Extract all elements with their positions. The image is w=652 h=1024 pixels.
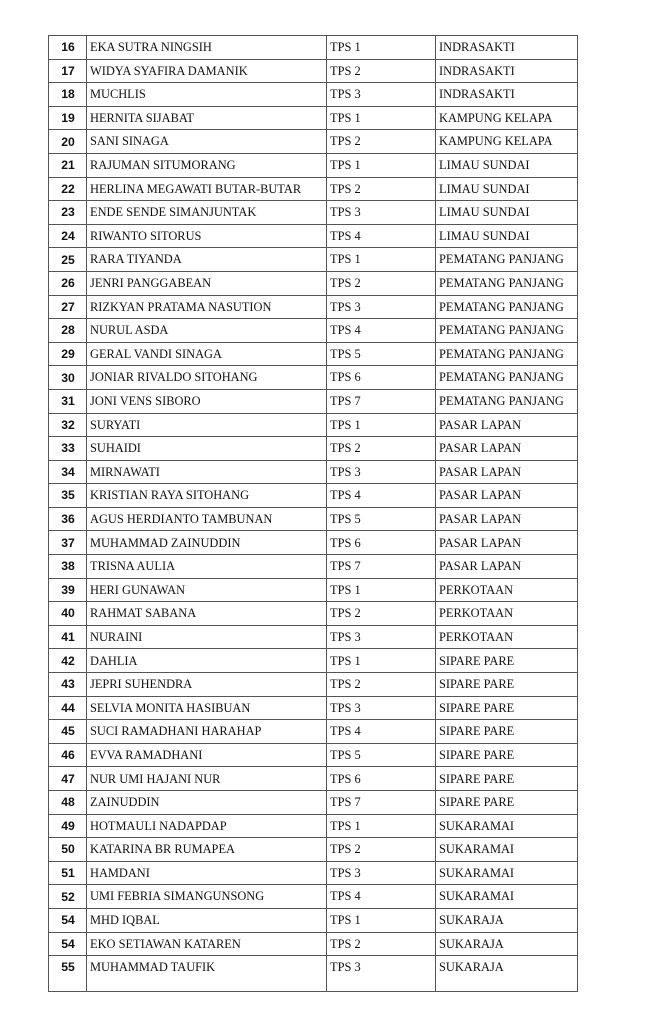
- row-number: 45: [49, 720, 87, 744]
- polling-station: TPS 1: [327, 36, 436, 60]
- officer-name: SURYATI: [87, 413, 327, 437]
- table-row: [49, 814, 578, 838]
- village-name: PASAR LAPAN: [436, 507, 578, 531]
- table-row: [49, 602, 578, 626]
- row-number: 17: [49, 59, 87, 83]
- officer-name: ZAINUDDIN: [87, 791, 327, 815]
- officer-name: NURUL ASDA: [87, 319, 327, 343]
- village-name: PEMATANG PANJANG: [436, 271, 578, 295]
- polling-station: TPS 2: [327, 602, 436, 626]
- row-number: 18: [49, 83, 87, 107]
- table-row: [49, 932, 578, 956]
- village-name: SUKARAMAI: [436, 838, 578, 862]
- village-name: SIPARE PARE: [436, 743, 578, 767]
- polling-station: TPS 5: [327, 342, 436, 366]
- polling-station: TPS 3: [327, 861, 436, 885]
- village-name: SUKARAJA: [436, 956, 578, 992]
- row-number: 43: [49, 673, 87, 697]
- table-row: [49, 366, 578, 390]
- village-name: SIPARE PARE: [436, 649, 578, 673]
- polling-station: TPS 1: [327, 106, 436, 130]
- row-number: 34: [49, 460, 87, 484]
- row-number: 55: [49, 956, 87, 992]
- table-row: [49, 673, 578, 697]
- row-number: 23: [49, 201, 87, 225]
- village-name: PEMATANG PANJANG: [436, 319, 578, 343]
- officer-table: [48, 35, 578, 992]
- officer-name: RARA TIYANDA: [87, 248, 327, 272]
- polling-station: TPS 1: [327, 413, 436, 437]
- table-row: [49, 177, 578, 201]
- polling-station: TPS 4: [327, 720, 436, 744]
- polling-station: TPS 2: [327, 932, 436, 956]
- polling-station: TPS 1: [327, 578, 436, 602]
- table-row: [49, 319, 578, 343]
- village-name: KAMPUNG KELAPA: [436, 106, 578, 130]
- polling-station: TPS 1: [327, 814, 436, 838]
- polling-station: TPS 6: [327, 531, 436, 555]
- village-name: LIMAU SUNDAI: [436, 224, 578, 248]
- village-name: LIMAU SUNDAI: [436, 153, 578, 177]
- table-row: [49, 36, 578, 60]
- village-name: PEMATANG PANJANG: [436, 342, 578, 366]
- table-row: [49, 743, 578, 767]
- table-row: [49, 885, 578, 909]
- polling-station: TPS 2: [327, 673, 436, 697]
- polling-station: TPS 4: [327, 885, 436, 909]
- polling-station: TPS 3: [327, 696, 436, 720]
- village-name: SUKARAJA: [436, 908, 578, 932]
- officer-name: SELVIA MONITA HASIBUAN: [87, 696, 327, 720]
- village-name: PEMATANG PANJANG: [436, 295, 578, 319]
- polling-station: TPS 3: [327, 625, 436, 649]
- polling-station: TPS 5: [327, 507, 436, 531]
- officer-name: KRISTIAN RAYA SITOHANG: [87, 484, 327, 508]
- row-number: 29: [49, 342, 87, 366]
- officer-name: EVVA RAMADHANI: [87, 743, 327, 767]
- polling-station: TPS 2: [327, 838, 436, 862]
- table-row: [49, 578, 578, 602]
- officer-name: UMI FEBRIA SIMANGUNSONG: [87, 885, 327, 909]
- village-name: SIPARE PARE: [436, 696, 578, 720]
- village-name: PASAR LAPAN: [436, 437, 578, 461]
- village-name: PEMATANG PANJANG: [436, 366, 578, 390]
- village-name: PERKOTAAN: [436, 625, 578, 649]
- village-name: PEMATANG PANJANG: [436, 248, 578, 272]
- village-name: PASAR LAPAN: [436, 555, 578, 579]
- officer-table-body: [49, 36, 578, 992]
- officer-name: RIWANTO SITORUS: [87, 224, 327, 248]
- table-row: [49, 555, 578, 579]
- row-number: 54: [49, 908, 87, 932]
- village-name: PEMATANG PANJANG: [436, 389, 578, 413]
- table-row: [49, 908, 578, 932]
- row-number: 48: [49, 791, 87, 815]
- table-row: [49, 295, 578, 319]
- table-row: [49, 389, 578, 413]
- polling-station: TPS 3: [327, 201, 436, 225]
- row-number: 38: [49, 555, 87, 579]
- row-number: 42: [49, 649, 87, 673]
- officer-name: HOTMAULI NADAPDAP: [87, 814, 327, 838]
- table-row: [49, 201, 578, 225]
- table-row: [49, 153, 578, 177]
- row-number: 52: [49, 885, 87, 909]
- row-number: 32: [49, 413, 87, 437]
- officer-name: MIRNAWATI: [87, 460, 327, 484]
- officer-name: ENDE SENDE SIMANJUNTAK: [87, 201, 327, 225]
- village-name: SIPARE PARE: [436, 673, 578, 697]
- table-row: [49, 625, 578, 649]
- officer-name: RAHMAT SABANA: [87, 602, 327, 626]
- village-name: SUKARAMAI: [436, 861, 578, 885]
- table-row: [49, 649, 578, 673]
- officer-name: SANI SINAGA: [87, 130, 327, 154]
- row-number: 31: [49, 389, 87, 413]
- polling-station: TPS 4: [327, 319, 436, 343]
- table-row: [49, 59, 578, 83]
- officer-name: KATARINA BR RUMAPEA: [87, 838, 327, 862]
- officer-name: EKA SUTRA NINGSIH: [87, 36, 327, 60]
- polling-station: TPS 1: [327, 248, 436, 272]
- table-row: [49, 342, 578, 366]
- row-number: 26: [49, 271, 87, 295]
- village-name: SUKARAMAI: [436, 885, 578, 909]
- row-number: 51: [49, 861, 87, 885]
- table-row: [49, 720, 578, 744]
- polling-station: TPS 2: [327, 177, 436, 201]
- row-number: 46: [49, 743, 87, 767]
- village-name: INDRASAKTI: [436, 36, 578, 60]
- polling-station: TPS 4: [327, 224, 436, 248]
- village-name: INDRASAKTI: [436, 59, 578, 83]
- polling-station: TPS 7: [327, 791, 436, 815]
- officer-name: JONI VENS SIBORO: [87, 389, 327, 413]
- row-number: 41: [49, 625, 87, 649]
- polling-station: TPS 1: [327, 153, 436, 177]
- village-name: PASAR LAPAN: [436, 531, 578, 555]
- officer-name: MUCHLIS: [87, 83, 327, 107]
- table-row: [49, 271, 578, 295]
- row-number: 16: [49, 36, 87, 60]
- village-name: PASAR LAPAN: [436, 484, 578, 508]
- village-name: INDRASAKTI: [436, 83, 578, 107]
- village-name: PASAR LAPAN: [436, 413, 578, 437]
- officer-name: JENRI PANGGABEAN: [87, 271, 327, 295]
- officer-name: MUHAMMAD TAUFIK: [87, 956, 327, 992]
- polling-station: TPS 6: [327, 767, 436, 791]
- village-name: PASAR LAPAN: [436, 460, 578, 484]
- officer-name: SUCI RAMADHANI HARAHAP: [87, 720, 327, 744]
- village-name: SIPARE PARE: [436, 791, 578, 815]
- polling-station: TPS 3: [327, 460, 436, 484]
- row-number: 33: [49, 437, 87, 461]
- polling-station: TPS 6: [327, 366, 436, 390]
- table-row: [49, 413, 578, 437]
- village-name: LIMAU SUNDAI: [436, 201, 578, 225]
- officer-name: HERI GUNAWAN: [87, 578, 327, 602]
- row-number: 19: [49, 106, 87, 130]
- officer-name: HERNITA SIJABAT: [87, 106, 327, 130]
- village-name: PERKOTAAN: [436, 578, 578, 602]
- village-name: LIMAU SUNDAI: [436, 177, 578, 201]
- row-number: 37: [49, 531, 87, 555]
- row-number: 24: [49, 224, 87, 248]
- officer-name: NURAINI: [87, 625, 327, 649]
- row-number: 30: [49, 366, 87, 390]
- officer-name: HAMDANI: [87, 861, 327, 885]
- table-row: [49, 956, 578, 992]
- row-number: 36: [49, 507, 87, 531]
- row-number: 40: [49, 602, 87, 626]
- table-row: [49, 106, 578, 130]
- row-number: 21: [49, 153, 87, 177]
- polling-station: TPS 3: [327, 956, 436, 992]
- row-number: 54: [49, 932, 87, 956]
- officer-name: MUHAMMAD ZAINUDDIN: [87, 531, 327, 555]
- row-number: 28: [49, 319, 87, 343]
- row-number: 49: [49, 814, 87, 838]
- polling-station: TPS 5: [327, 743, 436, 767]
- table-row: [49, 224, 578, 248]
- table-row: [49, 507, 578, 531]
- polling-station: TPS 1: [327, 649, 436, 673]
- polling-station: TPS 2: [327, 130, 436, 154]
- row-number: 25: [49, 248, 87, 272]
- polling-station: TPS 2: [327, 437, 436, 461]
- polling-station: TPS 7: [327, 389, 436, 413]
- table-row: [49, 437, 578, 461]
- table-row: [49, 861, 578, 885]
- table-row: [49, 130, 578, 154]
- officer-name: TRISNA AULIA: [87, 555, 327, 579]
- row-number: 39: [49, 578, 87, 602]
- table-row: [49, 484, 578, 508]
- polling-station: TPS 3: [327, 295, 436, 319]
- village-name: SIPARE PARE: [436, 767, 578, 791]
- officer-name: GERAL VANDI SINAGA: [87, 342, 327, 366]
- row-number: 22: [49, 177, 87, 201]
- polling-station: TPS 7: [327, 555, 436, 579]
- table-row: [49, 83, 578, 107]
- officer-name: AGUS HERDIANTO TAMBUNAN: [87, 507, 327, 531]
- polling-station: TPS 2: [327, 59, 436, 83]
- officer-name: JEPRI SUHENDRA: [87, 673, 327, 697]
- polling-station: TPS 3: [327, 83, 436, 107]
- polling-station: TPS 2: [327, 271, 436, 295]
- row-number: 50: [49, 838, 87, 862]
- table-row: [49, 248, 578, 272]
- officer-name: RAJUMAN SITUMORANG: [87, 153, 327, 177]
- table-row: [49, 767, 578, 791]
- row-number: 47: [49, 767, 87, 791]
- row-number: 44: [49, 696, 87, 720]
- officer-name: NUR UMI HAJANI NUR: [87, 767, 327, 791]
- officer-name: JONIAR RIVALDO SITOHANG: [87, 366, 327, 390]
- village-name: SUKARAMAI: [436, 814, 578, 838]
- table-row: [49, 696, 578, 720]
- officer-name: HERLINA MEGAWATI BUTAR-BUTAR: [87, 177, 327, 201]
- table-row: [49, 838, 578, 862]
- row-number: 20: [49, 130, 87, 154]
- row-number: 27: [49, 295, 87, 319]
- officer-name: WIDYA SYAFIRA DAMANIK: [87, 59, 327, 83]
- village-name: KAMPUNG KELAPA: [436, 130, 578, 154]
- officer-name: EKO SETIAWAN KATAREN: [87, 932, 327, 956]
- officer-name: DAHLIA: [87, 649, 327, 673]
- village-name: SUKARAJA: [436, 932, 578, 956]
- officer-name: RIZKYAN PRATAMA NASUTION: [87, 295, 327, 319]
- table-row: [49, 460, 578, 484]
- row-number: 35: [49, 484, 87, 508]
- table-row: [49, 531, 578, 555]
- village-name: PERKOTAAN: [436, 602, 578, 626]
- polling-station: TPS 4: [327, 484, 436, 508]
- officer-name: MHD IQBAL: [87, 908, 327, 932]
- village-name: SIPARE PARE: [436, 720, 578, 744]
- polling-station: TPS 1: [327, 908, 436, 932]
- table-row: [49, 791, 578, 815]
- officer-name: SUHAIDI: [87, 437, 327, 461]
